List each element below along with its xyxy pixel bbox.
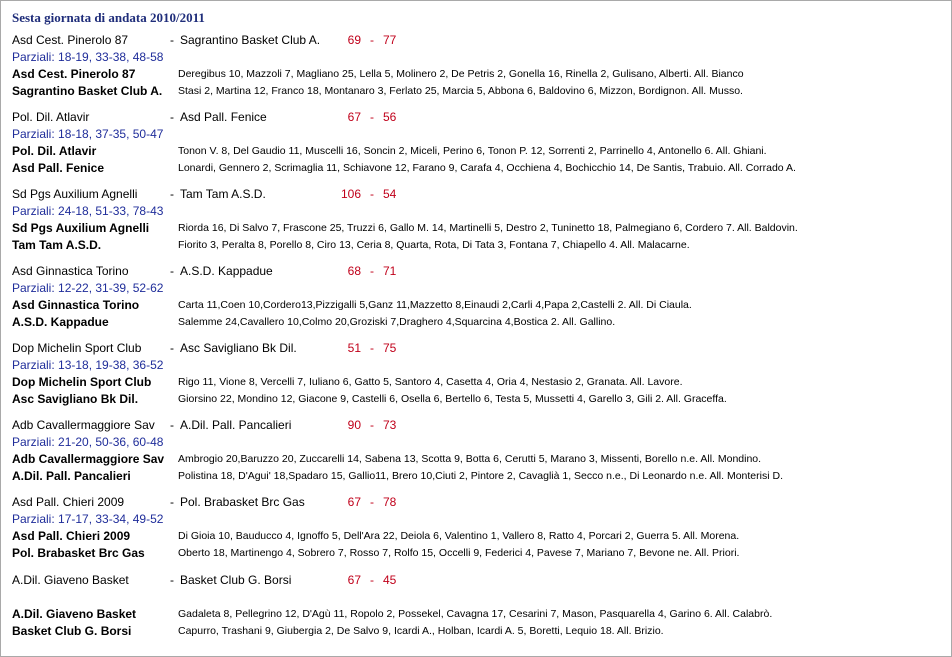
home-players: Tonon V. 8, Del Gaudio 11, Muscelli 16, Soncin 2, Miceli, Perino 6, Tonon P. 12, Sorrenti 2, Parrinello 4, Antonello 6. All. Ghiani. — [178, 145, 767, 157]
vs-dash: - — [170, 33, 174, 47]
score-separator: - — [370, 33, 374, 47]
away-score: 77 — [383, 33, 397, 47]
away-team-name: Basket Club G. Borsi — [12, 624, 132, 638]
away-score: 54 — [383, 187, 397, 201]
away-score: 56 — [383, 110, 397, 124]
home-score: 106 — [340, 187, 361, 201]
away-team-header: Asc Savigliano Bk Dil. — [180, 341, 297, 355]
vs-dash: - — [170, 418, 174, 432]
home-team-name: A.Dil. Giaveno Basket — [12, 607, 137, 621]
score-separator: - — [370, 573, 374, 587]
away-team-name: Pol. Brabasket Brc Gas — [12, 546, 145, 560]
partial-scores: Parziali: 17-17, 33-34, 49-52 — [12, 512, 164, 526]
partial-scores: Parziali: 18-19, 33-38, 48-58 — [12, 50, 164, 64]
score-separator: - — [370, 418, 374, 432]
partial-scores: Parziali: 24-18, 51-33, 78-43 — [12, 204, 164, 218]
home-score: 51 — [347, 341, 361, 355]
vs-dash: - — [170, 573, 174, 587]
home-score: 67 — [347, 110, 361, 124]
partial-scores: Parziali: 12-22, 31-39, 52-62 — [12, 281, 164, 295]
away-score: 45 — [383, 573, 397, 587]
away-score: 78 — [383, 495, 397, 509]
home-team-name: Asd Cest. Pinerolo 87 — [12, 67, 136, 81]
home-team-header: Asd Cest. Pinerolo 87 — [12, 33, 129, 47]
final-score — [337, 494, 397, 510]
away-team-name: Asc Savigliano Bk Dil. — [12, 392, 139, 406]
away-team-name: Asd Pall. Fenice — [12, 161, 105, 175]
away-team-name: Sagrantino Basket Club A. — [12, 84, 163, 98]
final-score — [337, 186, 397, 202]
home-team-name: Pol. Dil. Atlavir — [12, 144, 97, 158]
home-team-header: A.Dil. Giaveno Basket — [12, 573, 129, 587]
home-score: 67 — [347, 573, 361, 587]
final-score — [337, 340, 397, 356]
away-team-header: A.Dil. Pall. Pancalieri — [180, 418, 292, 432]
home-team-header: Asd Pall. Chieri 2009 — [12, 495, 125, 509]
home-players: Gadaleta 8, Pellegrino 12, D'Agù 11, Ropolo 2, Possekel, Cavagna 17, Cesarini 7, Mason, Pasquarella 4, Garino 6. All. Calabrò. — [178, 608, 773, 620]
home-team-name: Asd Ginnastica Torino — [12, 298, 140, 312]
away-players: Giorsino 22, Mondino 12, Giacone 9, Castelli 6, Osella 6, Bertello 6, Testa 5, Mussetti 4, Garello 3, Gili 2. All. Graceffa. — [178, 393, 727, 405]
away-players: Fiorito 3, Peralta 8, Porello 8, Ciro 13, Ceria 8, Quarta, Rota, Di Tata 3, Fontana 7, Chiapello 4. All. Malacarne. — [178, 239, 690, 251]
home-team-name: Asd Pall. Chieri 2009 — [12, 529, 131, 543]
home-score: 67 — [347, 495, 361, 509]
score-separator: - — [370, 187, 374, 201]
home-players: Ambrogio 20,Baruzzo 20, Zuccarelli 14, Sabena 13, Scotta 9, Botta 6, Cerutti 5, Marano 3, Missenti, Borello n.e. All. Mondino. — [178, 453, 762, 465]
home-team-header: Dop Michelin Sport Club — [12, 341, 142, 355]
vs-dash: - — [170, 264, 174, 278]
home-players: Carta 11,Coen 10,Cordero13,Pizzigalli 5,Ganz 11,Mazzetto 8,Einaudi 2,Carli 4,Papa 2,Castelli 2. All. Di Ciaula. — [178, 299, 692, 311]
score-separator: - — [370, 495, 374, 509]
away-team-header: Tam Tam A.S.D. — [180, 187, 266, 201]
partial-scores: Parziali: 13-18, 19-38, 36-52 — [12, 358, 164, 372]
vs-dash: - — [170, 495, 174, 509]
away-score: 73 — [383, 418, 397, 432]
home-team-header: Sd Pgs Auxilium Agnelli — [12, 187, 138, 201]
home-players: Di Gioia 10, Bauducco 4, Ignoffo 5, Dell'Ara 22, Deiola 6, Valentino 1, Vallero 8, Ratto 4, Porcari 2, Guerra 5. All. Morena. — [178, 530, 740, 542]
partial-scores: Parziali: 18-18, 37-35, 50-47 — [12, 127, 164, 141]
away-players: Oberto 18, Martinengo 4, Sobrero 7, Rosso 7, Rolfo 15, Occelli 9, Federici 4, Pavese 7, Mariano 7, Bevone ne. All. Priori. — [178, 547, 740, 559]
final-score — [337, 32, 397, 48]
home-players: Riorda 16, Di Salvo 7, Frascone 25, Truzzi 6, Gallo M. 14, Martinelli 5, Destro 2, Tuninetto 18, Palmegiano 6, Cordero 7. All. Baldovin. — [178, 222, 798, 234]
final-score — [337, 109, 397, 125]
vs-dash: - — [170, 110, 174, 124]
home-team-header: Adb Cavallermaggiore Sav — [12, 418, 155, 432]
home-team-header: Pol. Dil. Atlavir — [12, 110, 90, 124]
home-team-name: Dop Michelin Sport Club — [12, 375, 152, 389]
home-score: 68 — [347, 264, 361, 278]
away-score: 75 — [383, 341, 397, 355]
away-team-header: Asd Pall. Fenice — [180, 110, 267, 124]
away-team-header: Sagrantino Basket Club A. — [180, 33, 321, 47]
partial-scores: Parziali: 21-20, 50-36, 60-48 — [12, 435, 164, 449]
vs-dash: - — [170, 187, 174, 201]
home-team-name: Adb Cavallermaggiore Sav — [12, 452, 165, 466]
away-players: Lonardi, Gennero 2, Scrimaglia 11, Schiavone 12, Farano 9, Carafa 4, Occhiena 4, Bochicchio 14, De Santis, Trabuio. All. Corrado A. — [178, 162, 796, 174]
score-separator: - — [370, 264, 374, 278]
away-team-header: Basket Club G. Borsi — [180, 573, 292, 587]
score-separator: - — [370, 341, 374, 355]
page-title: Sesta giornata di andata 2010/2011 — [12, 10, 205, 25]
final-score — [337, 263, 397, 279]
away-score: 71 — [383, 264, 397, 278]
home-team-header: Asd Ginnastica Torino — [12, 264, 129, 278]
away-team-header: Pol. Brabasket Brc Gas — [180, 495, 305, 509]
away-players: Stasi 2, Martina 12, Franco 18, Montanaro 3, Ferlato 25, Marcia 5, Abbona 6, Baldovino 6, Mizzon, Bordignon. All. Musso. — [178, 85, 743, 97]
home-team-name: Sd Pgs Auxilium Agnelli — [12, 221, 150, 235]
vs-dash: - — [170, 341, 174, 355]
score-separator: - — [370, 110, 374, 124]
away-players: Capurro, Trashani 9, Giubergia 2, De Salvo 9, Icardi A., Holban, Icardi A. 5, Boretti, Lequio 18. All. Brizio. — [178, 625, 664, 637]
final-score — [337, 572, 397, 588]
away-team-name: A.Dil. Pall. Pancalieri — [12, 469, 131, 483]
home-players: Deregibus 10, Mazzoli 7, Magliano 25, Lella 5, Molinero 2, De Petris 2, Gonella 16, Rinella 2, Gulisano, Alberti. All. Bianco — [178, 68, 744, 80]
home-score: 90 — [347, 418, 361, 432]
home-score: 69 — [347, 33, 361, 47]
away-team-header: A.S.D. Kappadue — [180, 264, 273, 278]
final-score — [337, 417, 397, 433]
away-players: Polistina 18, D'Agui' 18,Spadaro 15, Gallio11, Brero 10,Ciuti 2, Pintore 2, Cavaglià 1, Secco n.e., Di Leonardo n.e. All. Monterisi D. — [178, 470, 783, 482]
away-team-name: A.S.D. Kappadue — [12, 315, 109, 329]
home-players: Rigo 11, Vione 8, Vercelli 7, Iuliano 6, Gatto 5, Santoro 4, Casetta 4, Oria 4, Nestasio 2, Granata. All. Lavore. — [178, 376, 683, 388]
away-team-name: Tam Tam A.S.D. — [12, 238, 102, 252]
away-players: Salemme 24,Cavallero 10,Colmo 20,Groziski 7,Draghero 4,Squarcina 4,Bostica 2. All. Gallino. — [178, 316, 616, 328]
